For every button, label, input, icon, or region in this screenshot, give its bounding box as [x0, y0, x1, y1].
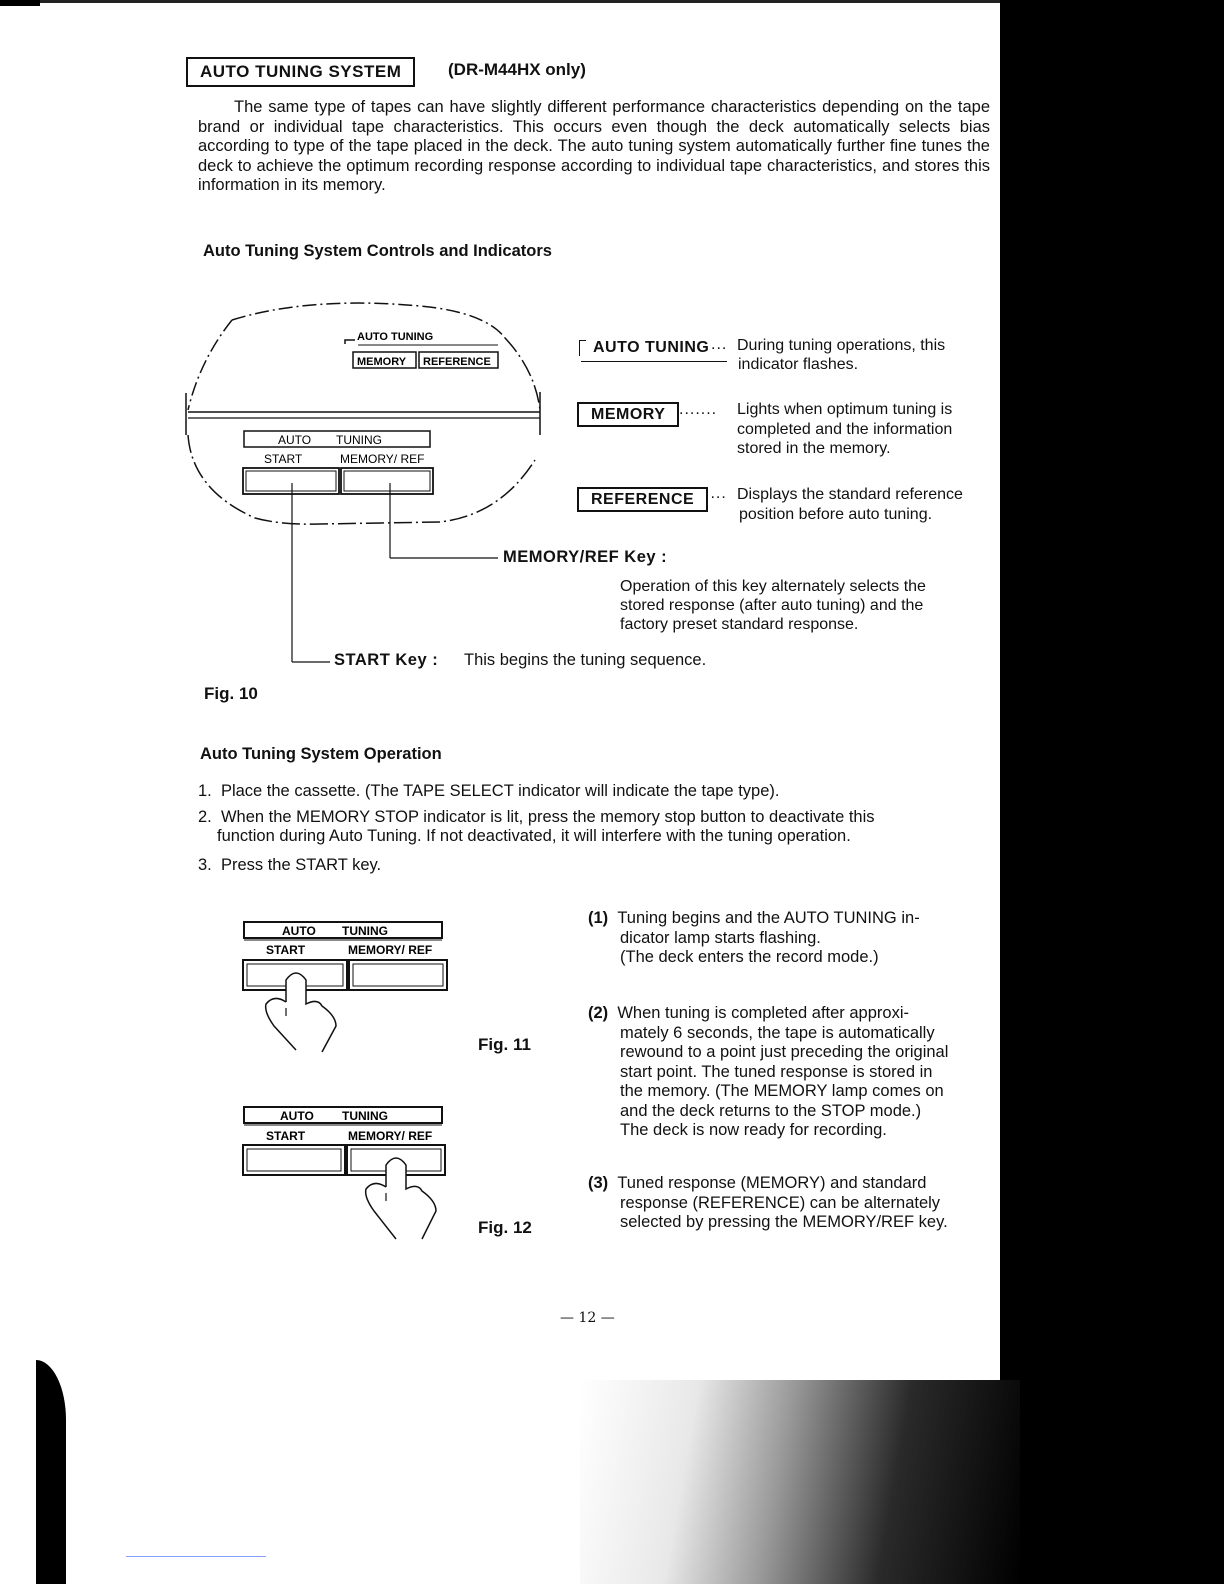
fig11-memref-label: MEMORY/ REF: [348, 943, 433, 957]
list-item: [198, 856, 990, 876]
legend-auto-tuning-bracket: [579, 340, 586, 356]
section-title: AUTO TUNING SYSTEM: [186, 57, 415, 87]
section-subtitle: (DR-M44HX only): [448, 60, 586, 79]
sub-step-text: mately 6 seconds, the tape is automatically: [620, 1023, 935, 1042]
legend-leader: ...: [711, 336, 728, 353]
legend-reference-label: REFERENCE: [577, 487, 708, 512]
memref-key-text: factory preset standard response.: [620, 616, 859, 633]
sub-step-number: (1): [588, 909, 609, 927]
fig12-memref-label: MEMORY/ REF: [348, 1129, 433, 1143]
step-text: When the MEMORY STOP indicator is lit, press the memory stop button to deactivate this: [220, 808, 875, 826]
list-item: [198, 808, 990, 828]
fig12-diagram: [238, 1101, 458, 1246]
sub-step-text: response (REFERENCE) can be alternately: [620, 1193, 941, 1212]
fig12-group-right: TUNING: [342, 1109, 388, 1123]
fig11-label: Fig. 11: [478, 1035, 531, 1054]
sub-step-text: start point. The tuned response is stored in: [620, 1062, 933, 1081]
fig10-group-left: AUTO: [278, 433, 312, 447]
start-key-text: This begins the tuning sequence.: [464, 651, 707, 669]
sub-step-number: (3): [588, 1174, 609, 1192]
scan-border-bottom-left: [36, 1360, 66, 1584]
step-text: Press the START key.: [220, 856, 382, 874]
fig12-label: Fig. 12: [478, 1218, 532, 1237]
sub-step-text: When tuning is completed after approxi-: [617, 1004, 909, 1022]
start-key-title: START Key :: [334, 651, 439, 669]
controls-heading: Auto Tuning System Controls and Indicators: [203, 242, 552, 260]
scan-border-right: [1000, 0, 1224, 1584]
sub-step-2: [588, 1004, 992, 1141]
scan-corner-mark: [0, 0, 40, 6]
step-number: 3.: [198, 856, 212, 874]
sub-step-first-line: [588, 1174, 992, 1194]
legend-memory-text: completed and the information: [737, 421, 953, 438]
fig11-start-label: START: [266, 943, 306, 957]
legend-memory-label: MEMORY: [577, 402, 679, 427]
fig10-label: Fig. 10: [204, 684, 258, 703]
fig10-memory-label: MEMORY: [357, 356, 407, 368]
sub-step-1: [588, 909, 992, 968]
fig11-group-right: TUNING: [342, 924, 388, 938]
legend-reference-text: Displays the standard reference: [737, 486, 963, 503]
scan-shadow-bottom: [580, 1380, 1020, 1584]
list-item: [198, 782, 990, 802]
intro-paragraph: [198, 98, 990, 196]
memref-key-text: stored response (after auto tuning) and the: [620, 597, 924, 614]
legend-leader: ....: [705, 485, 727, 502]
fig11-group-left: AUTO: [282, 924, 316, 938]
legend-auto-tuning-text: indicator flashes.: [738, 356, 859, 373]
sub-step-3: [588, 1174, 992, 1233]
fig12-start-label: START: [266, 1129, 306, 1143]
fig10-indicator-label: AUTO TUNING: [357, 331, 434, 343]
legend-auto-tuning-label: AUTO TUNING: [593, 339, 710, 356]
operation-heading: Auto Tuning System Operation: [200, 745, 442, 763]
fig10-memref-label: MEMORY/ REF: [340, 452, 425, 466]
legend-reference-text: position before auto tuning.: [739, 506, 933, 523]
fig12-group-left: AUTO: [280, 1109, 314, 1123]
sub-step-text: dicator lamp starts flashing.: [620, 928, 821, 947]
fig10-group-right: TUNING: [336, 433, 382, 447]
list-item-continuation: function during Auto Tuning. If not deactivated, it will interfere with the tuning operation.: [217, 827, 851, 845]
legend-leader: .......: [679, 401, 718, 418]
fig10-start-label: START: [264, 452, 303, 466]
legend-underline: [581, 361, 727, 362]
step-number: 2.: [198, 808, 212, 826]
legend-memory-text: Lights when optimum tuning is: [737, 401, 953, 418]
fig10-diagram: [180, 300, 560, 680]
step-text: Place the cassette. (The TAPE SELECT indicator will indicate the tape type).: [220, 782, 780, 800]
scan-edge-top: [0, 0, 1000, 3]
sub-step-text: (The deck enters the record mode.): [620, 948, 879, 966]
sub-step-text: The deck is now ready for recording.: [620, 1121, 887, 1139]
page-number: — 12 —: [560, 1310, 615, 1326]
sub-step-number: (2): [588, 1004, 609, 1022]
sub-step-first-line: [588, 1004, 992, 1024]
legend-auto-tuning-text: During tuning operations, this: [737, 337, 946, 354]
sub-step-text: Tuned response (MEMORY) and standard: [617, 1174, 927, 1192]
sub-step-text: Tuning begins and the AUTO TUNING in-: [617, 909, 920, 927]
sub-step-first-line: [588, 909, 992, 929]
legend-memory-text: stored in the memory.: [737, 440, 891, 457]
memref-key-text: Operation of this key alternately selects the: [620, 578, 926, 595]
sub-step-text: rewound to a point just preceding the original: [620, 1043, 949, 1061]
sub-step-text: selected by pressing the MEMORY/REF key.: [620, 1213, 948, 1231]
fig11-diagram: [238, 916, 458, 1056]
intro-text: The same type of tapes can have slightly different performance characteristics depending on the tape brand or individual tape characteristics. This occurs even though the deck automatically selects bias according to type of the tape placed in the deck. The auto tuning system automatically further fine tunes the deck to achieve the optimum recording response according to individual tape characteristics, and stores this information in its memory.: [198, 98, 990, 194]
step-number: 1.: [198, 782, 212, 800]
scan-blue-line: [126, 1556, 266, 1557]
fig10-reference-label: REFERENCE: [423, 356, 491, 368]
sub-step-text: the memory. (The MEMORY lamp comes on: [620, 1082, 944, 1100]
sub-step-text: and the deck returns to the STOP mode.): [620, 1101, 922, 1120]
memref-key-title: MEMORY/REF Key :: [503, 548, 668, 566]
